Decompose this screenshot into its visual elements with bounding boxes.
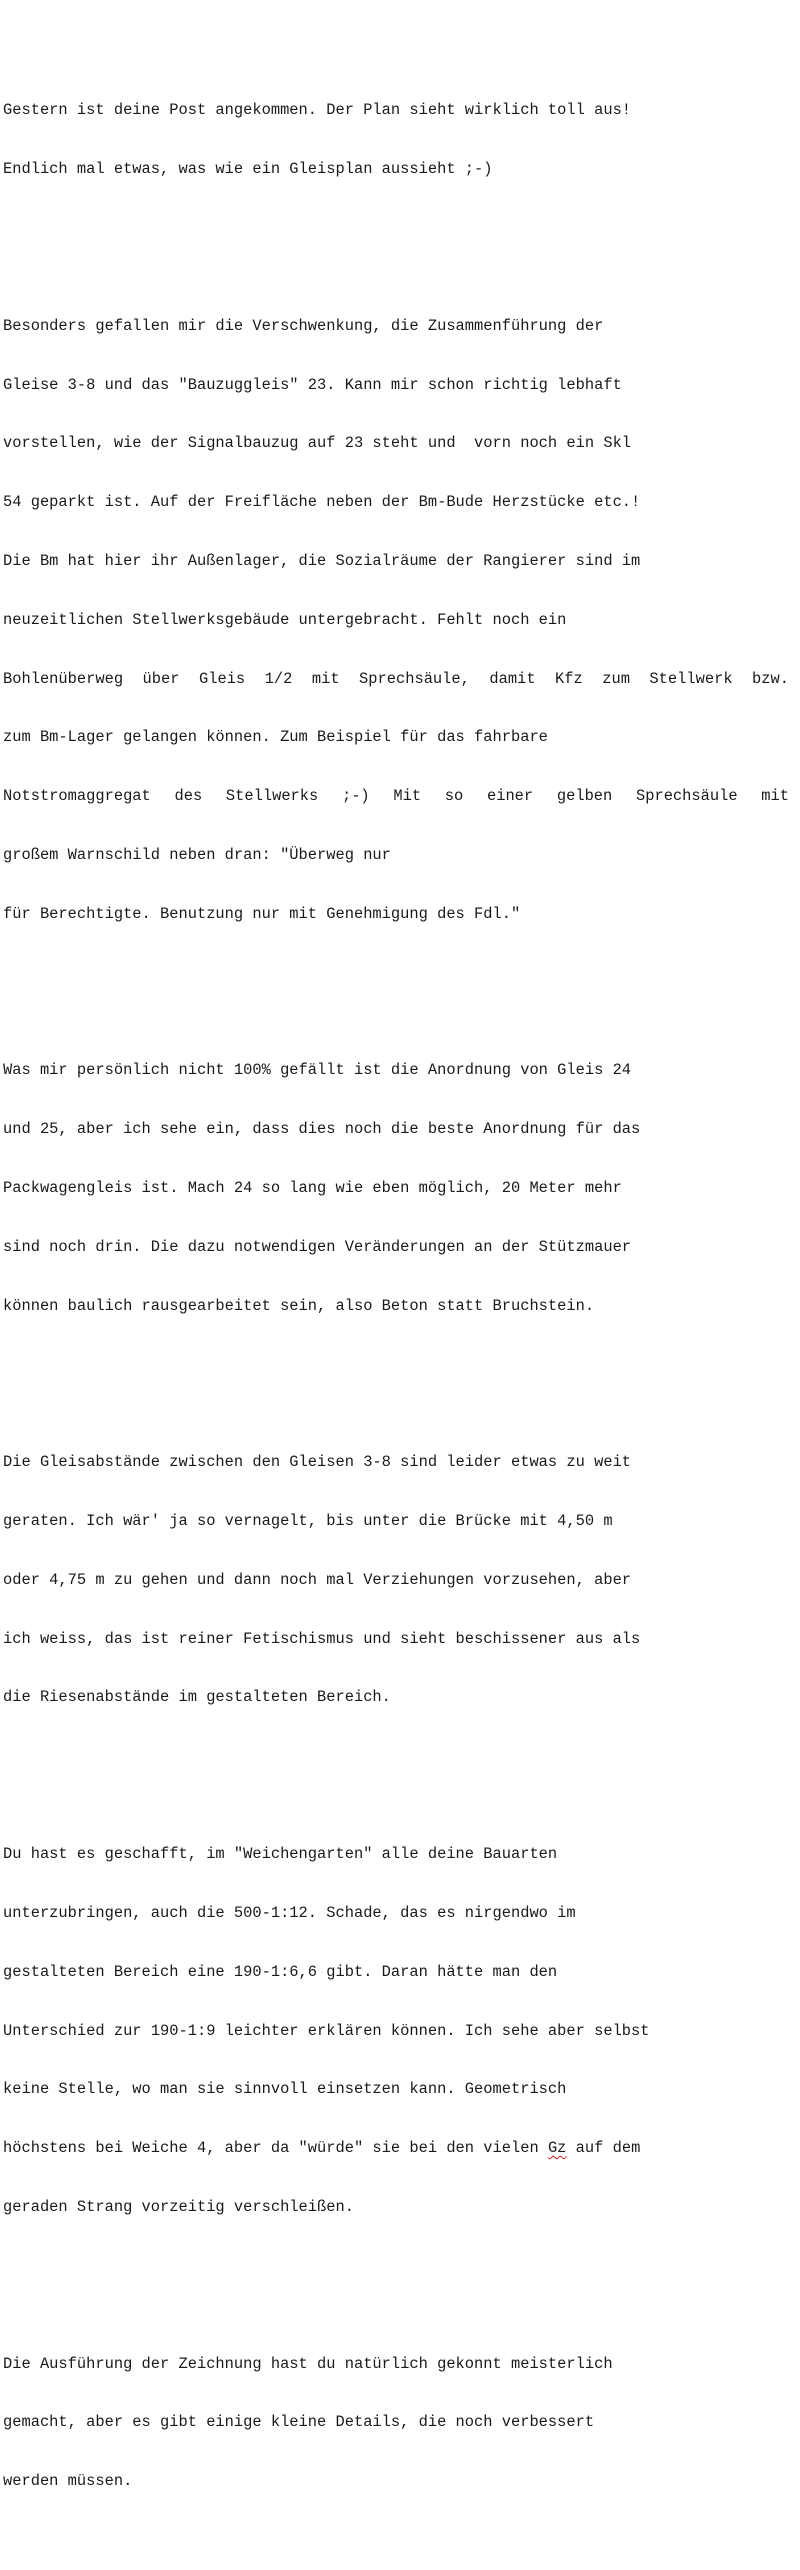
paragraph-3	[3, 1022, 797, 1355]
text-line: Was mir persönlich nicht 100% gefällt ist die Anordnung von Gleis 24	[3, 1061, 632, 1080]
text-line: zum Bm-Lager gelangen können. Zum Beispiel für das fahrbare	[3, 728, 548, 747]
paragraph-2	[3, 278, 797, 964]
text-line: oder 4,75 m zu gehen und dann noch mal Verziehungen vorzusehen, aber	[3, 1570, 632, 1589]
letter-text	[3, 23, 797, 2570]
text-line: Besonders gefallen mir die Verschwenkung, die Zusammenführung der	[3, 316, 604, 335]
text-line: geraden Strang vorzeitig verschleißen.	[3, 2197, 354, 2216]
paragraph-6	[3, 2315, 797, 2531]
text-line: die Riesenabstände im gestalteten Bereich.	[3, 1688, 391, 1707]
text-line: für Berechtigte. Benutzung nur mit Genehmigung des Fdl."	[3, 904, 521, 923]
text-line: Unterschied zur 190-1:9 leichter erklären können. Ich sehe aber selbst	[3, 2021, 650, 2040]
paragraph-1	[3, 62, 797, 219]
text-line: vorstellen, wie der Signalbauzug auf 23 steht und vorn noch ein Skl	[3, 434, 632, 453]
text-line: Die Gleisabstände zwischen den Gleisen 3-8 sind leider etwas zu weit	[3, 1453, 632, 1472]
text-line: Die Ausführung der Zeichnung hast du natürlich gekonnt meisterlich	[3, 2354, 613, 2373]
text-line: werden müssen.	[3, 2472, 133, 2491]
text-line: 54 geparkt ist. Auf der Freifläche neben der Bm-Bude Herzstücke etc.!	[3, 493, 641, 512]
text-line: Packwagengleis ist. Mach 24 so lang wie eben möglich, 20 Meter mehr	[3, 1179, 622, 1198]
text-line: Notstromaggregat des Stellwerks ;-) Mit so einer gelben Sprechsäule mit	[3, 787, 789, 806]
text-segment: auf dem	[575, 2139, 641, 2158]
text-segment: höchstens bei Weiche 4, aber da "würde" sie bei den vielen	[3, 2139, 539, 2158]
text-line: Du hast es geschafft, im "Weichengarten" alle deine Bauarten	[3, 1845, 558, 1864]
text-line: können baulich rausgearbeitet sein, also Beton statt Bruchstein.	[3, 1296, 595, 1315]
text-line: sind noch drin. Die dazu notwendigen Veränderungen an der Stützmauer	[3, 1237, 632, 1256]
text-line: großem Warnschild neben dran: "Überweg nur	[3, 845, 391, 864]
text-line: Gleise 3-8 und das "Bauzuggleis" 23. Kann mir schon richtig lebhaft	[3, 375, 622, 394]
text-line: Die Bm hat hier ihr Außenlager, die Sozialräume der Rangierer sind im	[3, 552, 641, 571]
text-line: keine Stelle, wo man sie sinnvoll einsetzen kann. Geometrisch	[3, 2080, 567, 2099]
text-line: gemacht, aber es gibt einige kleine Details, die noch verbessert	[3, 2413, 595, 2432]
text-line: unterzubringen, auch die 500-1:12. Schade, das es nirgendwo im	[3, 1904, 576, 1922]
text-line: Gestern ist deine Post angekommen. Der Plan sieht wirklich toll aus!	[3, 101, 632, 120]
text-line: ich weiss, das ist reiner Fetischismus und sieht beschissener aus als	[3, 1629, 641, 1648]
paragraph-4	[3, 1414, 797, 1747]
text-line: Endlich mal etwas, was wie ein Gleisplan aussieht ;-)	[3, 160, 493, 179]
spellcheck-flagged-word: Gz	[547, 2139, 567, 2158]
paragraph-5	[3, 1806, 797, 2257]
text-line: gestalteten Bereich eine 190-1:6,6 gibt. Daran hätte man den	[3, 1962, 558, 1981]
text-line: Bohlenüberweg über Gleis 1/2 mit Sprechsäule, damit Kfz zum Stellwerk bzw.	[3, 669, 789, 688]
text-line: und 25, aber ich sehe ein, dass dies noch die beste Anordnung für das	[3, 1120, 641, 1139]
text-line: neuzeitlichen Stellwerksgebäude untergebracht. Fehlt noch ein	[3, 610, 567, 629]
text-line: geraten. Ich wär' ja so vernagelt, bis unter die Brücke mit 4,50 m	[3, 1512, 613, 1531]
text-line	[3, 2139, 797, 2159]
